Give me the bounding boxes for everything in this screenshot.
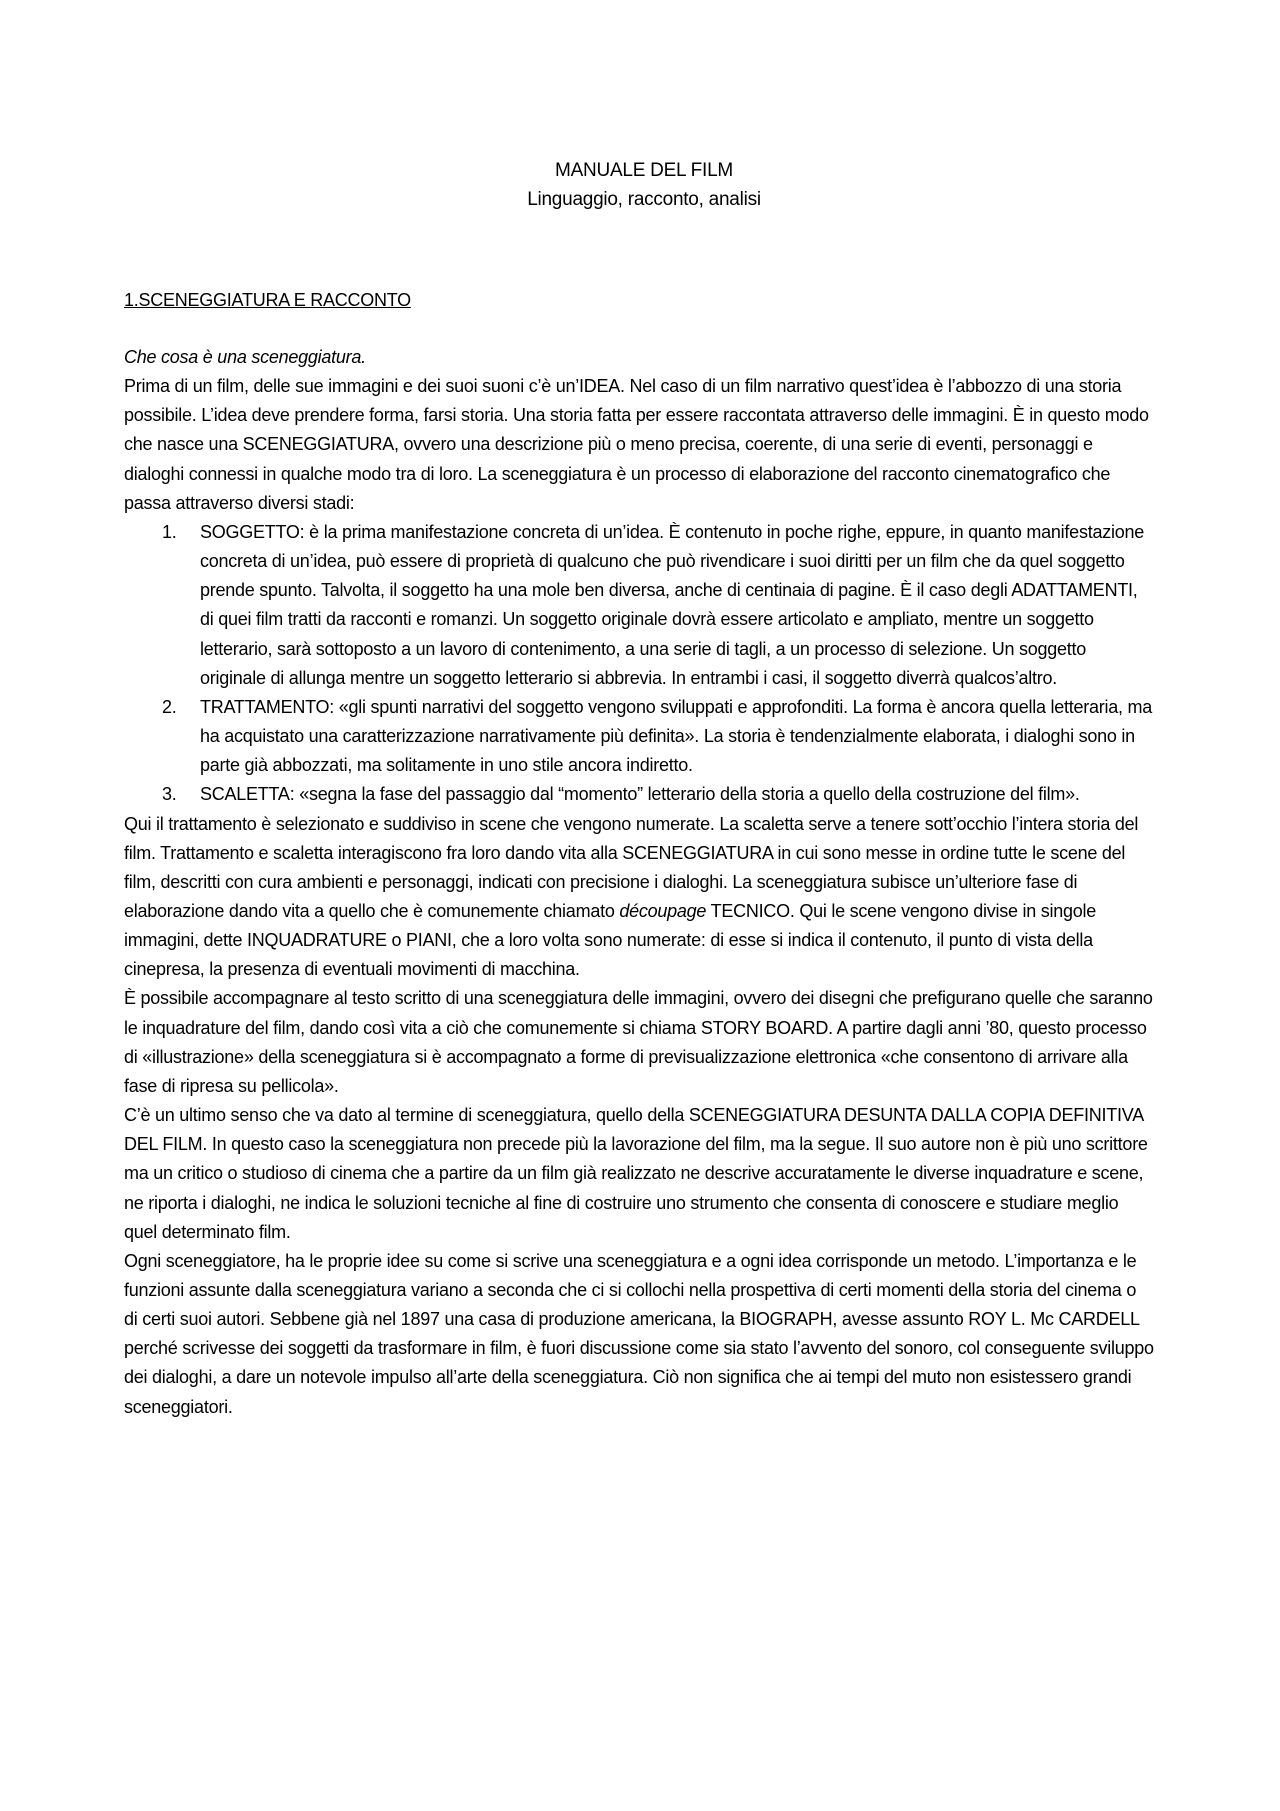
document-title: MANUALE DEL FILM xyxy=(555,160,733,181)
intro-paragraph: Prima di un film, delle sue immagini e dei suoi suoni c’è un’IDEA. Nel caso di un film narrativo quest’idea è l’abbozzo di una storia possibile. L’idea deve prendere forma, farsi storia. Una storia fatta per essere raccontata attraverso delle immagini. È in questo modo che nasce una SCENEGGIATURA, ovvero una descrizione più o meno precisa, coerente, di una serie di eventi, personaggi e dialoghi connessi in qualche modo tra di loro. La sceneggiatura è un processo di elaborazione del racconto cinematografico che passa attraverso diversi stadi: xyxy=(124,376,1149,513)
list-text: SCALETTA: «segna la fase del passaggio dal “momento” letterario della storia a quello della costruzione del film». xyxy=(200,784,1080,805)
paragraph-text: TECNICO. Qui le scene vengono divise in singole immagini, dette INQUADRATURE o PIANI, che a loro volta sono numerate: di esse si indica il contenuto, il punto di vista della cinepresa, la presenza di eventuali movimenti di macchina. xyxy=(124,900,1097,980)
list-number: 1. xyxy=(162,521,177,542)
paragraph-text: Qui il trattamento è selezionato e suddiviso in scene che vengono numerate. La scaletta serve a tenere sott’occhio l’intera storia del film. Trattamento e scaletta interagiscono fra loro dando vita alla SCENEGGIATURA in cui sono messe in ordine tutte le scene del film, descritti con cura ambienti e personaggi, indicati con precisione i dialoghi. La sceneggiatura subisce un’ulteriore fase di elaborazione dando vita a quello che è comunemente chiamato xyxy=(124,813,1139,921)
list-item xyxy=(124,693,1154,780)
section-heading: 1.SCENEGGIATURA E RACCONTO xyxy=(124,290,411,310)
list-item xyxy=(124,518,1154,693)
sceneggiatore-paragraph: Ogni sceneggiatore, ha le proprie idee su come si scrive una sceneggiatura e a ogni idea corrisponde un metodo. L’importanza e le funzioni assunte dalla sceneggiatura variano a seconda che ci si collochi nella prospettiva di certi momenti della storia del cinema o di certi suoi autori. Sebbene già nel 1897 una casa di produzione americana, la BIOGRAPH, avesse assunto ROY L. Mc CARDELL perché scrivesse dei soggetti da trasformare in film, è fuori discussione come sia stato l’avvento del sonoro, col conseguente sviluppo dei dialoghi, a dare un notevole impulso all’arte della sceneggiatura. Ciò non significa che ai tempi del muto non esistessero grandi sceneggiatori. xyxy=(124,1250,1154,1417)
list-item xyxy=(124,780,1154,809)
storyboard-paragraph: È possibile accompagnare al testo scritto di una sceneggiatura delle immagini, ovvero dei disegni che prefigurano quelle che saranno le inquadrature del film, dando così vita a ciò che comunemente si chiama STORY BOARD. A partire dagli anni ’80, questo processo di «illustrazione» della sceneggiatura si è accompagnato a forme di previsualizzazione elettronica «che consentono di arrivare alla fase di ripresa su pellicola». xyxy=(124,988,1153,1096)
list-number: 3. xyxy=(162,784,177,805)
desunta-paragraph: C’è un ultimo senso che va dato al termine di sceneggiatura, quello della SCENEGGIATURA DESUNTA DALLA COPIA DEFINITIVA DEL FILM. In questo caso la sceneggiatura non precede più la lavorazione del film, ma la segue. Il suo autore non è più uno scrittore ma un critico o studioso di cinema che a partire da un film già realizzato ne descrive accuratamente le diverse inquadrature e scene, ne riporta i dialoghi, ne indica le soluzioni tecniche al fine di costruire uno strumento che consenta di conoscere e studiare meglio quel determinato film. xyxy=(124,1105,1148,1242)
document-title-block xyxy=(124,156,1164,214)
list-number: 2. xyxy=(162,696,177,717)
document-body xyxy=(124,343,1154,1422)
question-heading: Che cosa è una sceneggiatura. xyxy=(124,347,366,367)
stages-list xyxy=(124,518,1154,810)
italic-term: découpage xyxy=(619,900,707,921)
list-text: TRATTAMENTO: «gli spunti narrativi del soggetto vengono sviluppati e approfonditi. La forma è ancora quella letteraria, ma ha acquistato una caratterizzazione narrativamente più definita». La storia è tendenzialmente elaborata, i dialoghi sono in parte già abbozzati, ma solitamente in uno stile ancora indiretto. xyxy=(200,696,1153,776)
document-subtitle: Linguaggio, racconto, analisi xyxy=(527,189,761,210)
decoupage-paragraph xyxy=(124,810,1154,985)
list-text: SOGGETTO: è la prima manifestazione concreta di un’idea. È contenuto in poche righe, eppure, in quanto manifestazione concreta di un’idea, può essere di proprietà di qualcuno che può rivendicare i suoi diritti per un film che da quel soggetto prende spunto. Talvolta, il soggetto ha una mole ben diversa, anche di centinaia di pagine. È il caso degli ADATTAMENTI, di quei film tratti da racconti e romanzi. Un soggetto originale dovrà essere articolato e ampliato, mentre un soggetto letterario, sarà sottoposto a un lavoro di contenimento, a una serie di tagli, a un processo di selezione. Un soggetto originale di allunga mentre un soggetto letterario si abbrevia. In entrambi i casi, il soggetto diverrà qualcos’altro. xyxy=(200,521,1144,688)
